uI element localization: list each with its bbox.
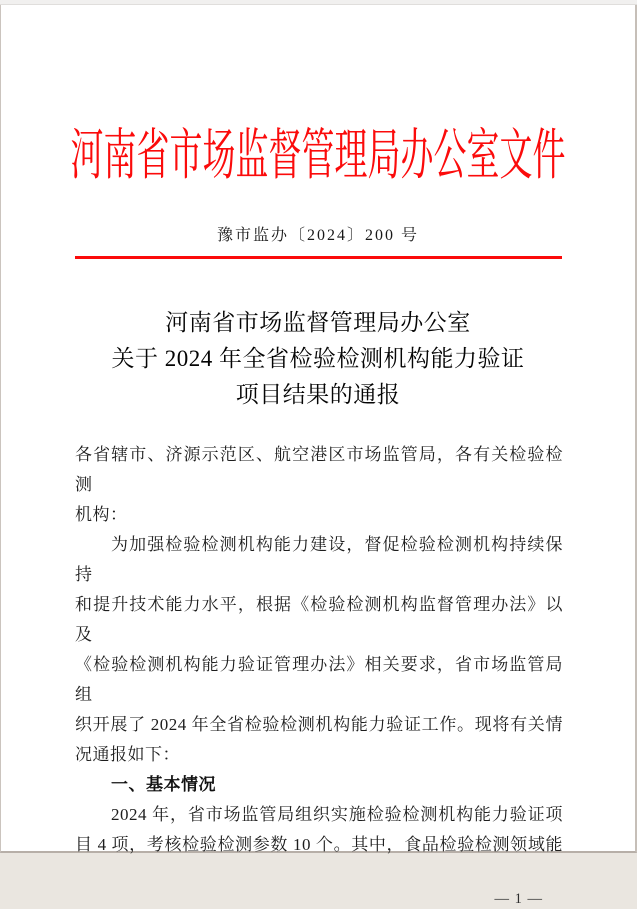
body-line-5: 《检验检测机构能力验证管理办法》相关要求，省市场监管局组: [75, 655, 563, 704]
body-line-1: 各省辖市、济源示范区、航空港区市场监管局，各有关检验检测: [75, 445, 563, 494]
document-title-line-2: 关于 2024 年全省检验检测机构能力验证: [111, 346, 525, 371]
red-divider: [75, 256, 562, 259]
document-number: 豫市监办〔2024〕200 号: [216, 227, 419, 244]
body-line-9: 2024 年，省市场监管局组织实施检验检测机构能力验证项: [111, 805, 563, 824]
body-line-10: 目 4 项，考核检验检测参数 10 个。其中，食品检验检测领域能: [75, 835, 563, 854]
body-line-6: 织开展了 2024 年全省检验检测机构能力验证工作。现将有关情: [75, 715, 563, 734]
document-header-banner: [1, 127, 635, 188]
body-line-4: 和提升技术能力水平，根据《检验检测机构监督管理办法》以及: [75, 595, 563, 644]
body-line-2: 机构：: [75, 505, 128, 524]
section-heading-1: 一、基本情况: [111, 775, 216, 794]
body-line-7: 况通报如下：: [75, 745, 180, 764]
page-number: — 1 —: [494, 891, 543, 907]
document-body: [1, 440, 635, 860]
document-title-line-3: 项目结果的通报: [235, 382, 401, 407]
document-title: [1, 305, 635, 413]
document-page: [0, 5, 637, 907]
body-line-3: 为加强检验检测机构能力建设，督促检验检测机构持续保持: [75, 535, 563, 584]
document-title-line-1: 河南省市场监督管理局办公室: [165, 310, 471, 335]
header-banner-text: 河南省市场监督管理局办公室文件: [70, 127, 566, 188]
